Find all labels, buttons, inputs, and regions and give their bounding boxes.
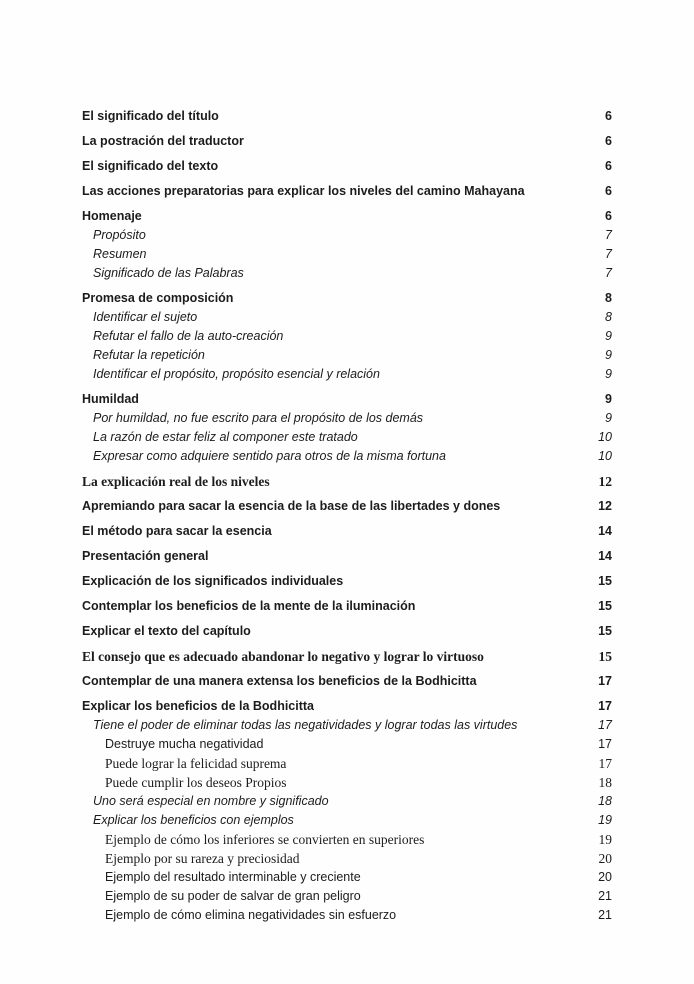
- toc-entry[interactable]: [82, 754, 612, 773]
- toc-entry-label: Contemplar los beneficios de la mente de la iluminación: [82, 599, 416, 613]
- toc-entry-label: Promesa de composición: [82, 291, 234, 305]
- toc-entry-label: Presentación general: [82, 549, 209, 563]
- toc-entry-label: Expresar como adquiere sentido para otros de la misma fortuna: [93, 449, 446, 463]
- toc-entry-page: 15: [598, 649, 612, 664]
- toc-entry[interactable]: [82, 830, 612, 849]
- toc-entry-page: 20: [598, 870, 612, 884]
- toc-entry-page: 9: [605, 411, 612, 425]
- toc-entry[interactable]: [82, 887, 612, 906]
- toc-entry-page: 18: [598, 794, 612, 808]
- toc-entry[interactable]: [82, 547, 612, 566]
- toc-entry-page: 15: [598, 574, 612, 588]
- toc-entry[interactable]: [82, 107, 612, 126]
- toc-entry-page: 6: [605, 184, 612, 198]
- toc-entry-page: 9: [605, 329, 612, 343]
- toc-entry[interactable]: [82, 409, 612, 428]
- toc-entry-page: 9: [605, 392, 612, 406]
- toc-entry-label: Explicación de los significados individuales: [82, 574, 344, 588]
- toc-entry-label: Ejemplo del resultado interminable y creciente: [105, 870, 361, 884]
- toc-entry-page: 14: [598, 524, 612, 538]
- toc-entry-label: Las acciones preparatorias para explicar los niveles del camino Mahayana: [82, 184, 525, 198]
- toc-entry-page: 6: [605, 159, 612, 173]
- toc-entry-page: 6: [605, 209, 612, 223]
- toc-entry-label: El significado del título: [82, 109, 219, 123]
- toc-entry[interactable]: [82, 597, 612, 616]
- toc-entry-label: Humildad: [82, 392, 139, 406]
- toc-entry-label: Ejemplo por su rareza y preciosidad: [105, 851, 300, 866]
- toc-entry-label: Explicar el texto del capítulo: [82, 624, 251, 638]
- toc-entry[interactable]: [82, 849, 612, 868]
- toc-entry[interactable]: [82, 428, 612, 447]
- toc-entry-label: Puede lograr la felicidad suprema: [105, 756, 287, 771]
- toc-entry-label: Refutar el fallo de la auto-creación: [93, 329, 284, 343]
- toc-entry[interactable]: [82, 289, 612, 308]
- toc-entry[interactable]: [82, 132, 612, 151]
- toc-entry-page: 7: [605, 266, 612, 280]
- toc-entry[interactable]: [82, 522, 612, 541]
- toc-entry[interactable]: [82, 647, 612, 666]
- toc-entry-page: 15: [598, 624, 612, 638]
- toc-entry-label: Ejemplo de cómo los inferiores se convierten en superiores: [105, 832, 425, 847]
- toc-entry[interactable]: [82, 447, 612, 466]
- toc-entry[interactable]: [82, 472, 612, 491]
- toc-entry[interactable]: [82, 207, 612, 226]
- toc-entry-page: 7: [605, 228, 612, 242]
- toc-entry-page: 8: [605, 291, 612, 305]
- toc-entry-label: El consejo que es adecuado abandonar lo negativo y lograr lo virtuoso: [82, 649, 484, 664]
- toc-entry-label: Explicar los beneficios con ejemplos: [93, 813, 294, 827]
- toc-list: [82, 107, 612, 925]
- toc-entry-page: 17: [598, 737, 612, 751]
- toc-entry-page: 19: [598, 832, 612, 847]
- toc-entry-label: Homenaje: [82, 209, 142, 223]
- toc-entry-label: El significado del texto: [82, 159, 219, 173]
- toc-entry-label: Significado de las Palabras: [93, 266, 244, 280]
- toc-entry-label: Identificar el propósito, propósito esencial y relación: [93, 367, 380, 381]
- toc-entry-page: 21: [598, 908, 612, 922]
- toc-entry-page: 7: [605, 247, 612, 261]
- toc-entry-label: Propósito: [93, 228, 146, 242]
- toc-entry[interactable]: [82, 157, 612, 176]
- toc-entry-page: 17: [598, 756, 612, 771]
- toc-entry[interactable]: [82, 182, 612, 201]
- toc-entry-label: Identificar el sujeto: [93, 310, 198, 324]
- toc-entry-label: Ejemplo de cómo elimina negatividades sin esfuerzo: [105, 908, 397, 922]
- toc-entry[interactable]: [82, 390, 612, 409]
- toc-entry-label: Apremiando para sacar la esencia de la base de las libertades y dones: [82, 499, 501, 513]
- toc-entry-page: 8: [605, 310, 612, 324]
- toc-entry-label: Resumen: [93, 247, 147, 261]
- toc-entry[interactable]: [82, 735, 612, 754]
- toc-entry-page: 17: [598, 699, 612, 713]
- toc-entry[interactable]: [82, 672, 612, 691]
- toc-entry[interactable]: [82, 572, 612, 591]
- toc-entry-label: Refutar la repetición: [93, 348, 205, 362]
- toc-entry[interactable]: [82, 346, 612, 365]
- toc-entry-page: 6: [605, 109, 612, 123]
- toc-entry-label: Puede cumplir los deseos Propios: [105, 775, 287, 790]
- toc-entry[interactable]: [82, 226, 612, 245]
- toc-entry-page: 12: [598, 474, 612, 489]
- toc-entry-page: 18: [598, 775, 612, 790]
- toc-entry[interactable]: [82, 365, 612, 384]
- toc-entry[interactable]: [82, 906, 612, 925]
- toc-entry[interactable]: [82, 245, 612, 264]
- toc-entry-label: Explicar los beneficios de la Bodhicitta: [82, 699, 315, 713]
- toc-entry-page: 10: [598, 430, 612, 444]
- toc-entry[interactable]: [82, 327, 612, 346]
- toc-entry[interactable]: [82, 308, 612, 327]
- toc-entry[interactable]: [82, 497, 612, 516]
- toc-entry[interactable]: [82, 716, 612, 735]
- toc-entry-page: 17: [598, 674, 612, 688]
- toc-entry-page: 9: [605, 367, 612, 381]
- toc-entry[interactable]: [82, 868, 612, 887]
- toc-entry[interactable]: [82, 811, 612, 830]
- toc-entry[interactable]: [82, 792, 612, 811]
- toc-entry-label: Destruye mucha negatividad: [105, 737, 264, 751]
- toc-entry-label: Uno será especial en nombre y significado: [93, 794, 329, 808]
- toc-entry-label: La explicación real de los niveles: [82, 474, 270, 489]
- toc-entry[interactable]: [82, 622, 612, 641]
- toc-entry-page: 20: [598, 851, 612, 866]
- toc-entry-label: La postración del traductor: [82, 134, 244, 148]
- toc-entry-page: 21: [598, 889, 612, 903]
- toc-entry-page: 6: [605, 134, 612, 148]
- toc-entry-page: 9: [605, 348, 612, 362]
- toc-entry-page: 19: [598, 813, 612, 827]
- toc-entry-label: Ejemplo de su poder de salvar de gran peligro: [105, 889, 361, 903]
- toc-entry-page: 15: [598, 599, 612, 613]
- toc-entry-page: 12: [598, 499, 612, 513]
- toc-entry-label: El método para sacar la esencia: [82, 524, 272, 538]
- toc-entry-label: Tiene el poder de eliminar todas las negatividades y lograr todas las virtudes: [93, 718, 518, 732]
- toc-entry[interactable]: [82, 773, 612, 792]
- toc-entry[interactable]: [82, 264, 612, 283]
- toc-entry-page: 17: [598, 718, 612, 732]
- toc-entry-page: 14: [598, 549, 612, 563]
- toc-entry-label: La razón de estar feliz al componer este tratado: [93, 430, 358, 444]
- toc-entry-page: 10: [598, 449, 612, 463]
- toc-entry[interactable]: [82, 697, 612, 716]
- toc-entry-label: Por humildad, no fue escrito para el propósito de los demás: [93, 411, 424, 425]
- toc-entry-label: Contemplar de una manera extensa los beneficios de la Bodhicitta: [82, 674, 477, 688]
